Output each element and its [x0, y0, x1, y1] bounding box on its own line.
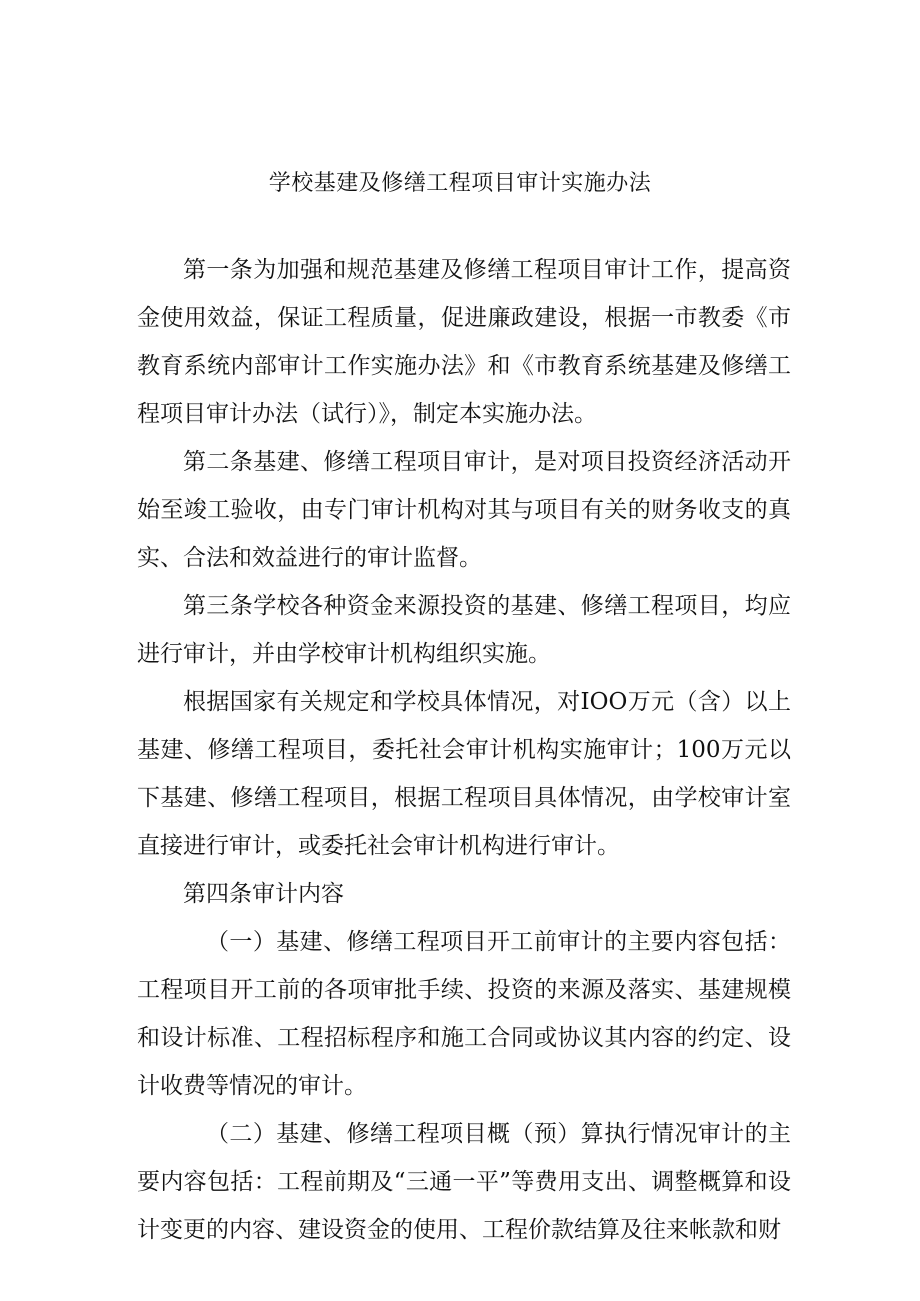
article-3-paragraph: 第三条学校各种资金来源投资的基建、修缮工程项目，均应进行审计，并由学校审计机构组织实施。 — [137, 593, 791, 667]
article-3-threshold-paragraph: 根据国家有关规定和学校具体情况，对IOO万元（含）以上基建、修缮工程项目，委托社会审计机构实施审计；100万元以下基建、修缮工程项目，根据工程项目具体情况，由学校审计室直接进行审计，或委托社会审计机构进行审计。 — [137, 689, 791, 859]
document-body — [137, 246, 791, 1254]
document-title: 学校基建及修缮工程项目审计实施办法 — [268, 171, 652, 196]
article-2-paragraph: 第二条基建、修缮工程项目审计，是对项目投资经济活动开始至竣工验收，由专门审计机构对其与项目有关的财务收支的真实、合法和效益进行的审计监督。 — [137, 449, 791, 571]
article-1-paragraph: 第一条为加强和规范基建及修缮工程项目审计工作，提高资金使用效益，保证工程质量，促进廉政建设，根据一市教委《市教育系统内部审计工作实施办法》和《市教育系统基建及修缮工程项目审计办法（试行）》，制定本实施办法。 — [137, 257, 791, 427]
article-4-item-1-paragraph: （一）基建、修缮工程项目开工前审计的主要内容包括：工程项目开工前的各项审批手续、投资的来源及落实、基建规模和设计标准、工程招标程序和施工合同或协议其内容的约定、设计收费等情况的审计。 — [137, 929, 791, 1099]
article-4-item-2-paragraph: （二）基建、修缮工程项目概（预）算执行情况审计的主要内容包括：工程前期及“三通一平”等费用支出、调整概算和设计变更的内容、建设资金的使用、工程价款结算及往来帐款和财 — [137, 1121, 791, 1243]
article-4-heading: 第四条审计内容 — [183, 881, 344, 907]
